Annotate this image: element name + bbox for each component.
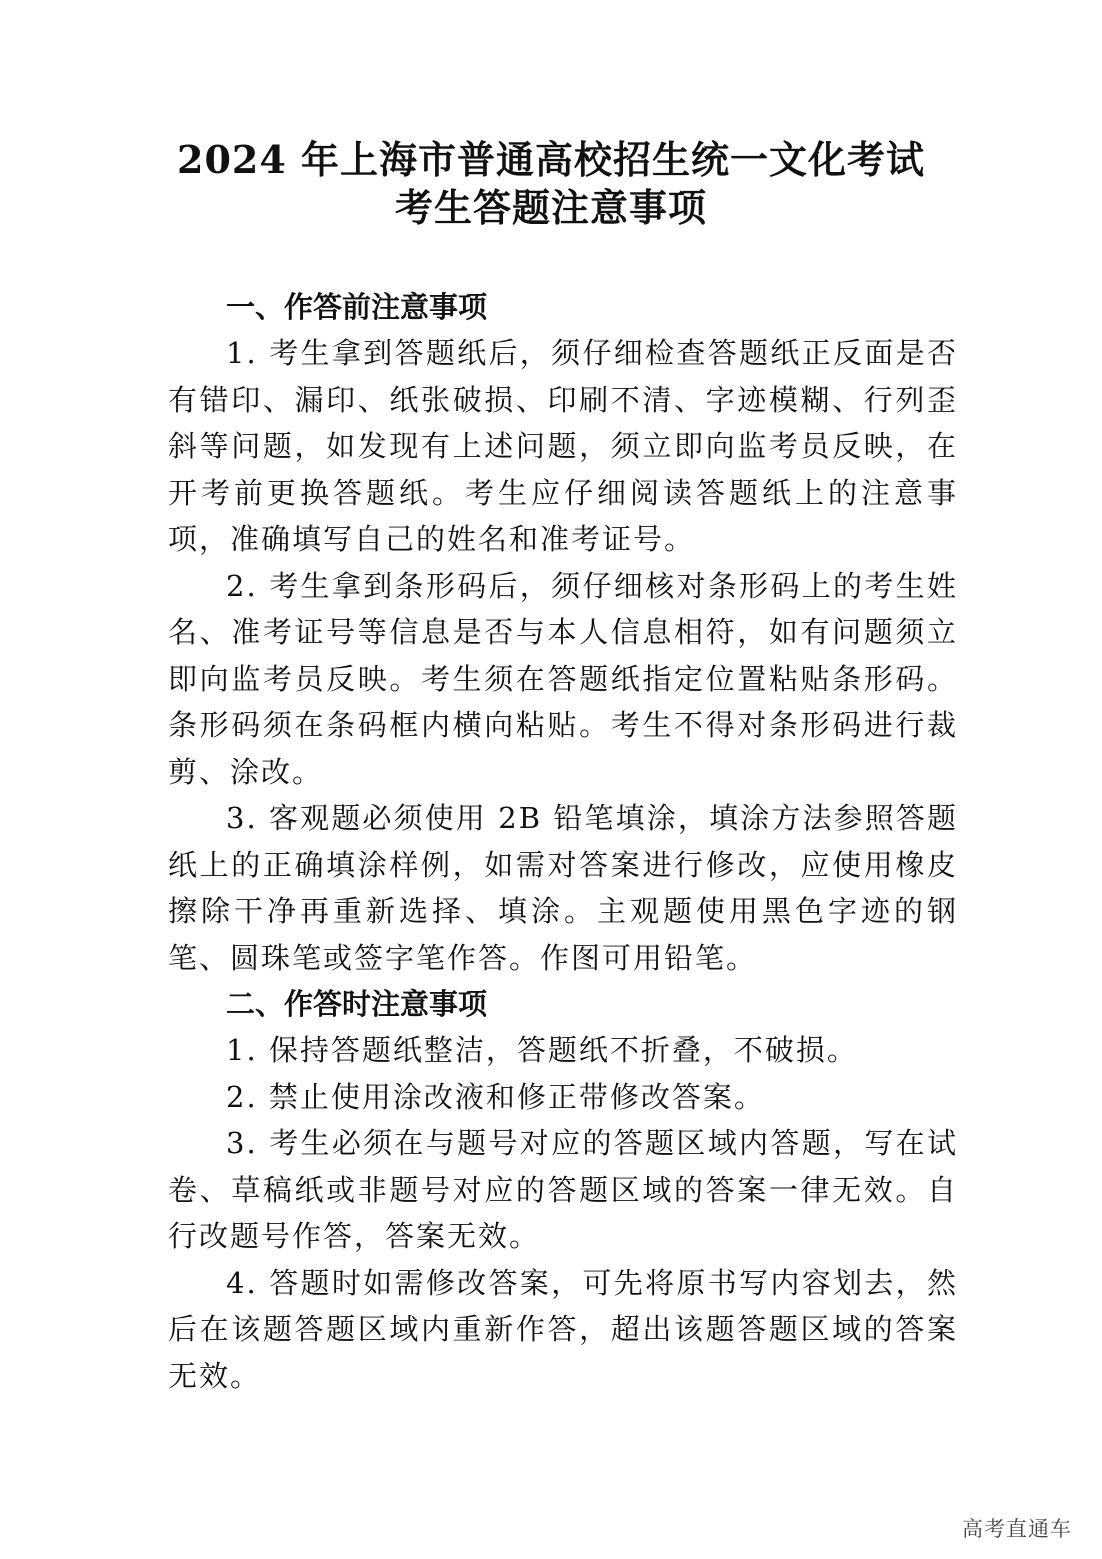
paragraph: 3. 考生必须在与题号对应的答题区域内答题，写在试卷、草稿纸或非题号对应的答题区域的答案一律无效。自行改题号作答，答案无效。 [168,1126,958,1253]
document-body [168,284,958,1399]
paragraph: 1. 保持答题纸整洁，答题纸不折叠，不破损。 [226,1033,858,1067]
paragraph: 2. 考生拿到条形码后，须仔细核对条形码上的考生姓名、准考证号等信息是否与本人信息相符，如有问题须立即向监考员反映。考生须在答题纸指定位置粘贴条形码。条形码须在条码框内横向粘贴。考生不得对条形码进行裁剪、涂改。 [168,568,958,789]
document-title-line-1: 2024 年上海市普通高校招生统一文化考试 [177,137,925,182]
paragraph: 1. 考生拿到答题纸后，须仔细检查答题纸正反面是否有错印、漏印、纸张破损、印刷不清、字迹模糊、行列歪斜等问题，如发现有上述问题，须立即向监考员反映，在开考前更换答题纸。考生应仔细阅读答题纸上的注意事项，准确填写自己的姓名和准考证号。 [168,336,958,556]
document-title-line-2: 考生答题注意事项 [394,185,707,230]
watermark-text: 高考直通车 [962,1517,1072,1541]
section-heading-before-answering: 一、作答前注意事项 [226,290,488,324]
paragraph: 2. 禁止使用涂改液和修正带修改答案。 [226,1079,765,1114]
paragraph: 4. 答题时如需修改答案，可先将原书写内容划去，然后在该题答题区域内重新作答，超出该题答题区域的答案无效。 [168,1265,958,1393]
section-heading-while-answering: 二、作答时注意事项 [226,987,488,1021]
paragraph: 3. 客观题必须使用 2B 铅笔填涂，填涂方法参照答题纸上的正确填涂样例，如需对答案进行修改，应使用橡皮擦除干净再重新选择、填涂。主观题使用黑色字迹的钢笔、圆珠笔或签字笔作答。作图可用铅笔。 [168,801,958,975]
